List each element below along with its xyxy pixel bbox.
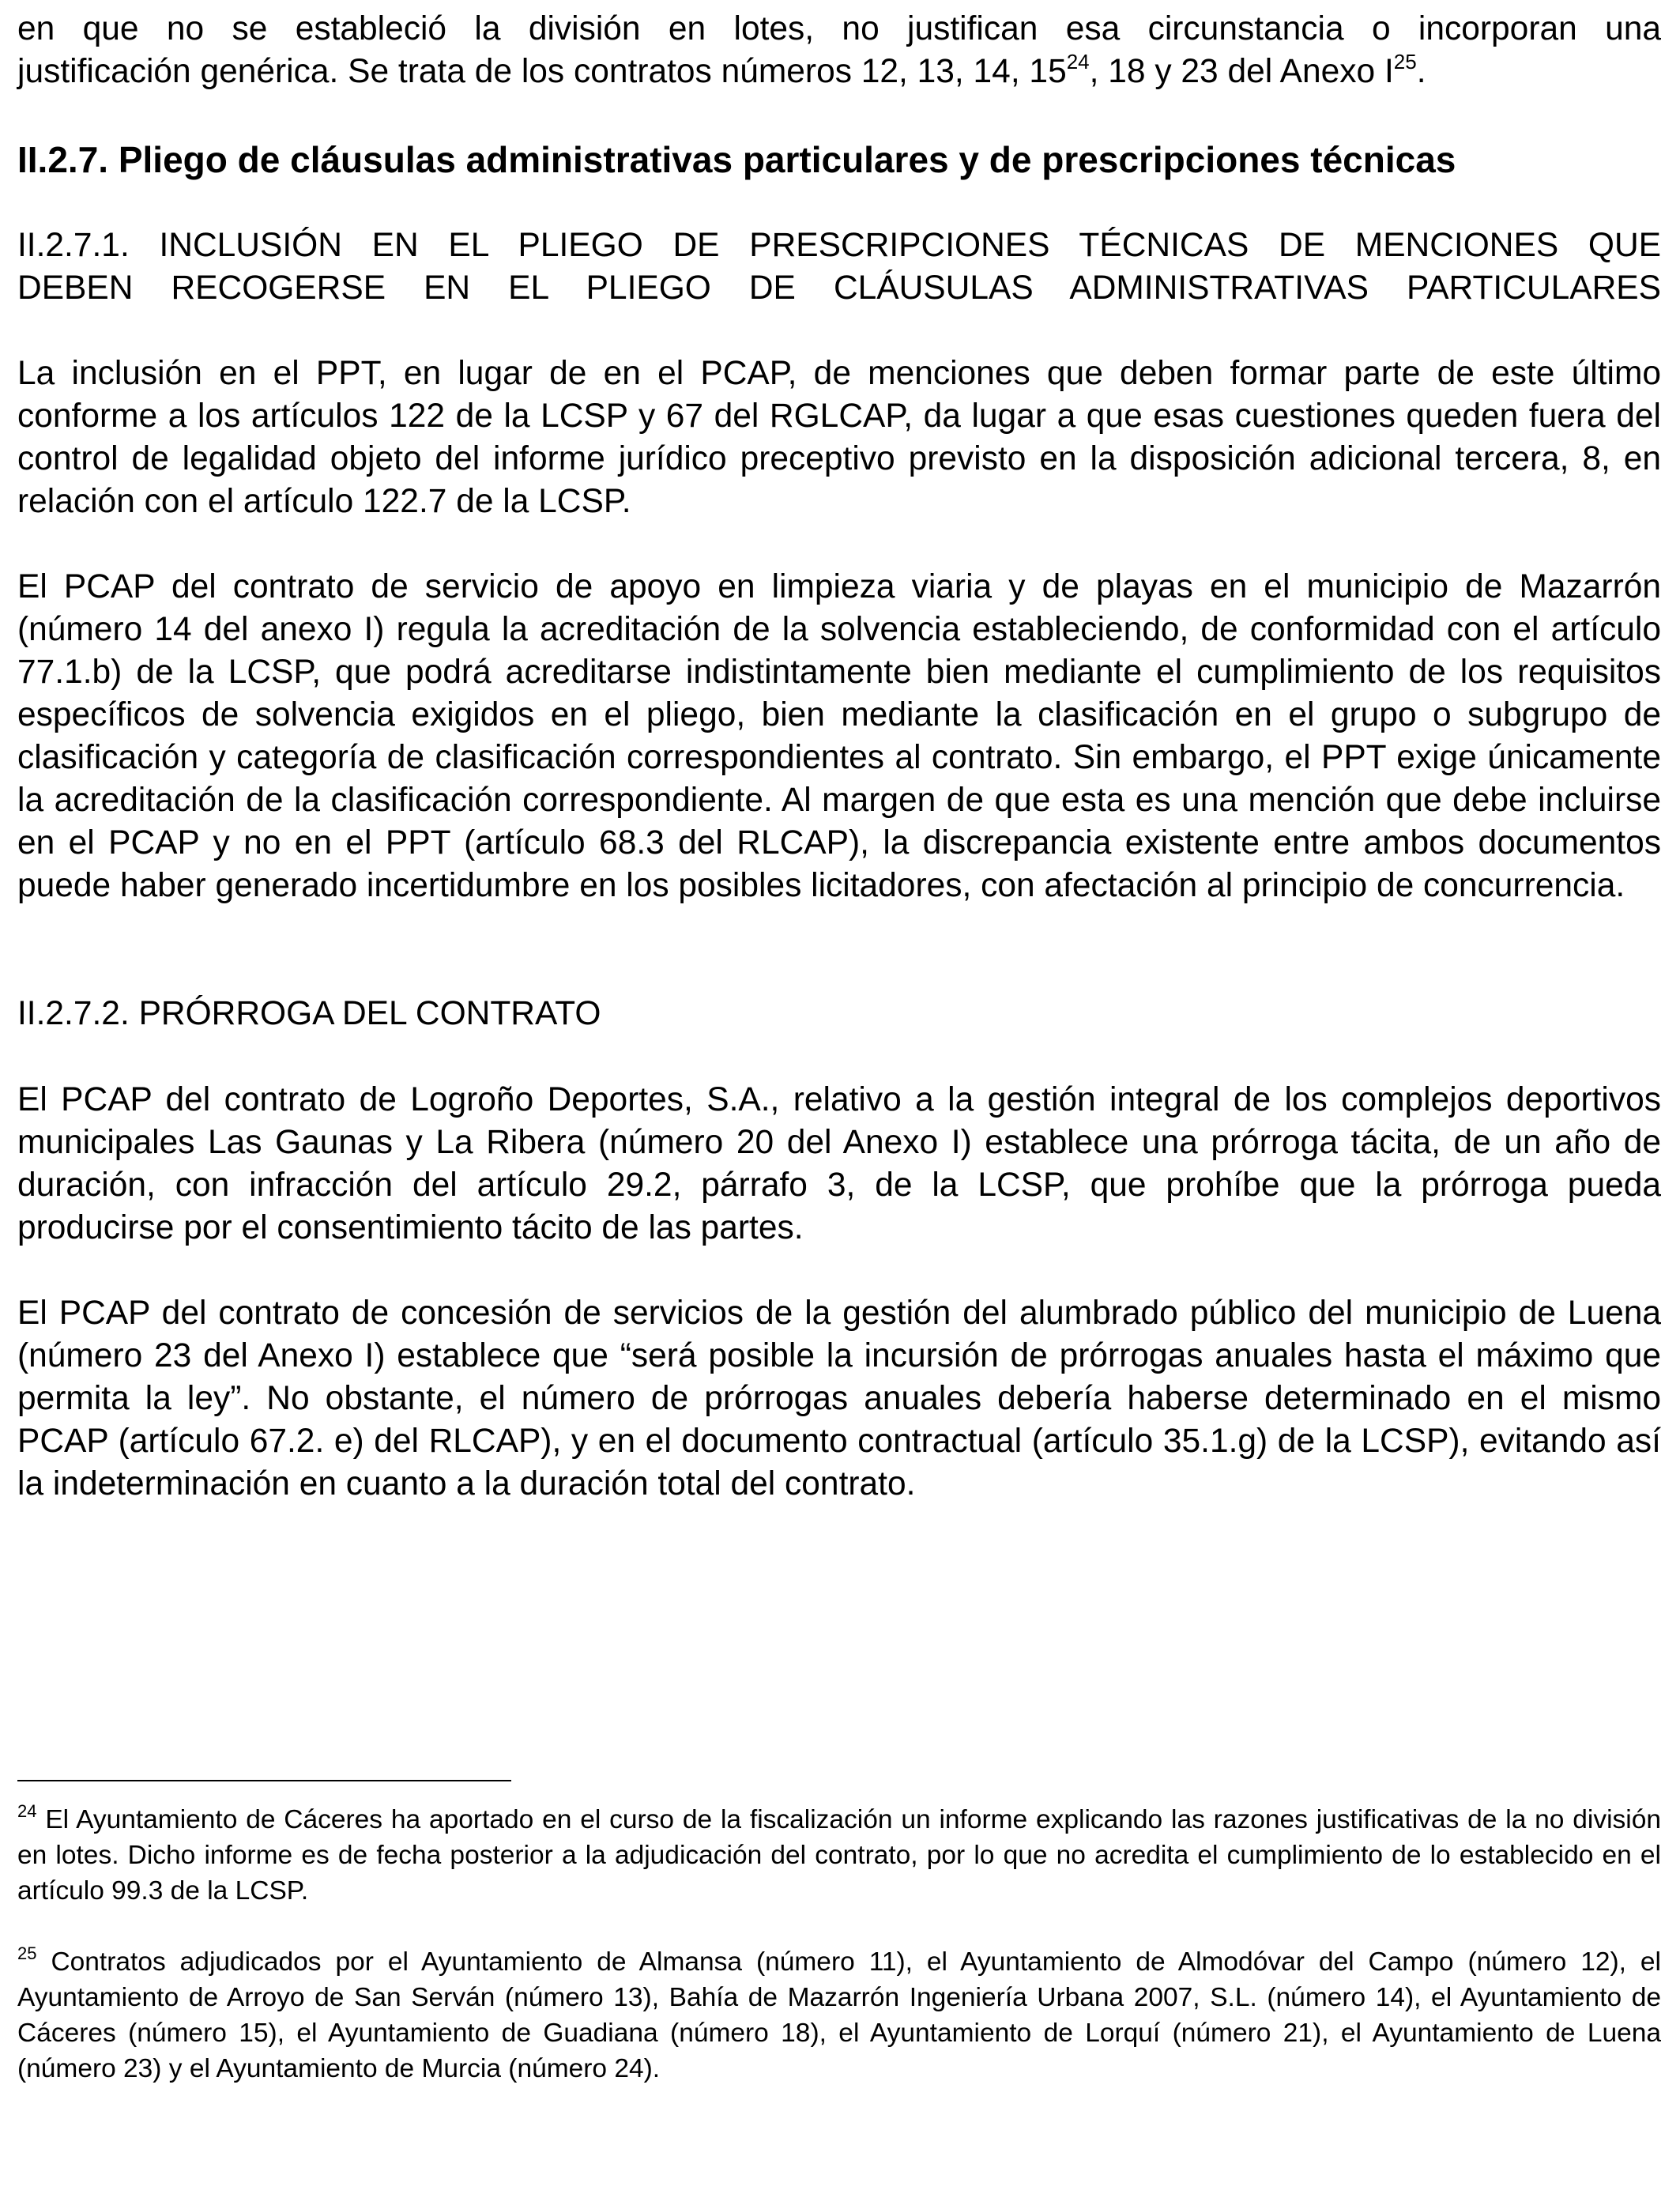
footnote-25-number: 25	[17, 1943, 37, 1963]
intro-line-2-text-c: .	[1416, 53, 1426, 90]
subsection-1-heading-line-2: DEBEN RECOGERSE EN EL PLIEGO DE CLÁUSULAS ADMINISTRATIVAS PARTICULARES	[17, 270, 1661, 307]
intro-paragraph	[17, 8, 1661, 93]
footnote-ref-24[interactable]: 24	[1066, 49, 1090, 74]
footnote-ref-25[interactable]: 25	[1393, 49, 1417, 74]
intro-line-2	[17, 51, 1661, 93]
subsection-2-paragraph-1: El PCAP del contrato de Logroño Deportes, S.A., relativo a la gestión integral de los complejos deportivos municipales Las Gaunas y La Ribera (número 20 del Anexo I) establece una prórroga tácita, de un año de duración, con infracción del artículo 29.2, párrafo 3, de la LCSP, que prohíbe que la prórroga pueda producirse por el consentimiento tácito de las partes.	[17, 1081, 1661, 1246]
footnote-25	[17, 1944, 1661, 2087]
subsection-1-paragraph-2: El PCAP del contrato de servicio de apoyo en limpieza viaria y de playas en el municipio de Mazarrón (número 14 del anexo I) regula la acreditación de la solvencia estableciendo, de conformidad con el artículo 77.1.b) de la LCSP, que podrá acreditarse indistintamente bien mediante el cumplimiento de los requisitos específicos de solvencia exigidos en el pliego, bien mediante la clasificación en el grupo o subgrupo de clasificación y categoría de clasificación correspondientes al contrato. Sin embargo, el PPT exige únicamente la acreditación de la clasificación correspondiente. Al margen de que esta es una mención que debe incluirse en el PCAP y no en el PPT (artículo 68.3 del RLCAP), la discrepancia existente entre ambos documentos puede haber generado incertidumbre en los posibles licitadores, con afectación al principio de concurrencia.	[17, 568, 1661, 904]
intro-line-2-text-b: , 18 y 23 del Anexo I	[1089, 53, 1394, 90]
footnote-24	[17, 1802, 1661, 1909]
footnote-25-text: Contratos adjudicados por el Ayuntamiento de Almansa (número 11), el Ayuntamiento de Almodóvar del Campo (número 12), el Ayuntamiento de Arroyo de San Serván (número 13), Bahía de Mazarrón Ingeniería Urbana 2007, S.L. (número 14), el Ayuntamiento de Cáceres (número 15), el Ayuntamiento de Guadiana (número 18), el Ayuntamiento de Lorquí (número 21), el Ayuntamiento de Luena (número 23) y el Ayuntamiento de Murcia (número 24).	[17, 1947, 1661, 2083]
section-heading: II.2.7. Pliego de cláusulas administrativas particulares y de prescripciones técnicas	[17, 139, 1456, 180]
intro-line-1: en que no se estableció la división en lotes, no justifican esa circunstancia o incorporan una	[17, 10, 1661, 47]
subsection-1-heading	[17, 224, 1661, 310]
intro-line-2-text-a: justificación genérica. Se trata de los contratos números 12, 13, 14, 15	[17, 53, 1067, 90]
footnote-24-text: El Ayuntamiento de Cáceres ha aportado en el curso de la fiscalización un informe explicando las razones justificativas de la no división en lotes. Dicho informe es de fecha posterior a la adjudicación del contrato, por lo que no acredita el cumplimiento de lo establecido en el artículo 99.3 de la LCSP.	[17, 1805, 1661, 1906]
subsection-1-paragraph-1: La inclusión en el PPT, en lugar de en el PCAP, de menciones que deben formar parte de este último conforme a los artículos 122 de la LCSP y 67 del RGLCAP, da lugar a que esas cuestiones queden fuera del control de legalidad objeto del informe jurídico preceptivo previsto en la disposición adicional tercera, 8, en relación con el artículo 122.7 de la LCSP.	[17, 355, 1661, 520]
subsection-2-paragraph-2: El PCAP del contrato de concesión de servicios de la gestión del alumbrado público del municipio de Luena (número 23 del Anexo I) establece que “será posible la incursión de prórrogas anuales hasta el máximo que permita la ley”. No obstante, el número de prórrogas anuales debería haberse determinado en el mismo PCAP (artículo 67.2. e) del RLCAP), y en el documento contractual (artículo 35.1.g) de la LCSP), evitando así la indeterminación en cuanto a la duración total del contrato.	[17, 1295, 1661, 1502]
subsection-1-heading-line-1: II.2.7.1. INCLUSIÓN EN EL PLIEGO DE PRESCRIPCIONES TÉCNICAS DE MENCIONES QUE	[17, 227, 1661, 264]
subsection-2-heading: II.2.7.2. PRÓRROGA DEL CONTRATO	[17, 995, 601, 1032]
footnote-separator	[17, 1780, 511, 1781]
footnote-24-number: 24	[17, 1800, 37, 1821]
